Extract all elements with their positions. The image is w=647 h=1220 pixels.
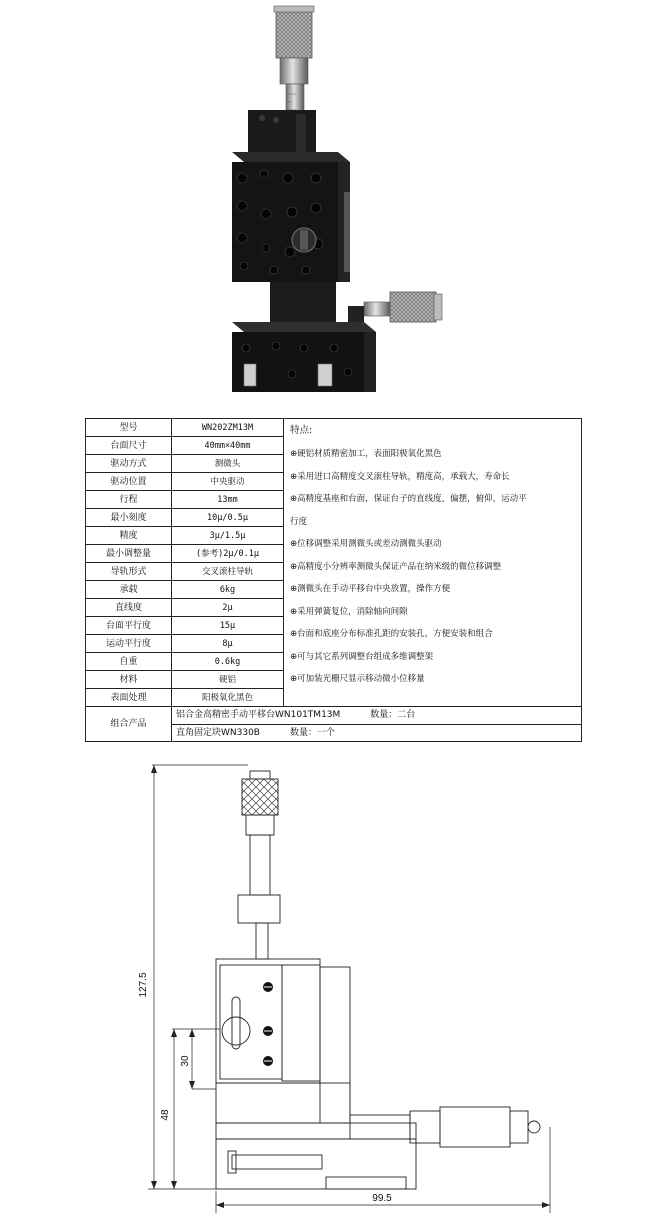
spec-value: 阳极氧化黑色 [172,689,284,707]
product-photo [188,2,458,402]
spec-label: 台面尺寸 [86,437,172,455]
spec-value: 40mm×40mm [172,437,284,455]
technical-drawing [120,755,580,1215]
combination-label: 组合产品 [86,707,172,742]
spec-table [85,418,582,742]
spec-value: 15μ [172,617,284,635]
spec-label: 导轨形式 [86,563,172,581]
feature-item: ⊕测微头在手动平移台中央放置，操作方便 [290,584,451,594]
spec-value: 6kg [172,581,284,599]
spec-value: 13mm [172,491,284,509]
spec-label: 运动平行度 [86,635,172,653]
feature-item: ⊕高精度基座和台面，保证台子的直线度，偏摆，俯仰，运动平 [290,494,527,504]
spec-value: 2μ [172,599,284,617]
spec-value: 8μ [172,635,284,653]
combination-item [172,707,582,725]
spec-value: 中央驱动 [172,473,284,491]
spec-value: 3μ/1.5μ [172,527,284,545]
dim-48-label: 48 [160,1109,171,1121]
features-title: 特点: [290,425,313,436]
combination-product: 铝合金高精密手动平移台WN101TM13M [176,710,341,721]
feature-item: ⊕采用弹簧复位，消除轴向间隙 [290,606,408,617]
spec-label: 表面处理 [86,689,172,707]
spec-value: 交叉滚柱导轨 [172,563,284,581]
spec-value: 测微头 [172,455,284,473]
dim-width-label: 99.5 [372,1193,392,1204]
feature-item: ⊕台面和底座分布标准孔距的安装孔，方便安装和组合 [290,629,493,639]
spec-label: 自重 [86,653,172,671]
spec-label: 承载 [86,581,172,599]
combination-product: 直角固定块WN330B [176,727,260,738]
spec-label: 台面平行度 [86,617,172,635]
feature-item: ⊕位移调整采用测微头或差动测微头驱动 [290,539,442,549]
features-cell [284,419,582,707]
spec-value: 0.6kg [172,653,284,671]
spec-value: 硬铝 [172,671,284,689]
feature-item: 行度 [290,516,308,527]
feature-item: ⊕采用进口高精度交叉滚柱导轨，精度高，承载大，寿命长 [290,471,510,482]
feature-item: ⊕可加装光栅尺显示移动微小位移量 [290,674,425,684]
spec-value: (参考)2μ/0.1μ [172,545,284,563]
spec-label: 驱动方式 [86,455,172,473]
spec-label: 行程 [86,491,172,509]
feature-item: ⊕硬铝材质精密加工，表面阳极氧化黑色 [290,449,442,459]
combination-qty: 数量：一个 [289,727,335,738]
spec-label: 精度 [86,527,172,545]
dim-30-label: 30 [180,1055,191,1067]
spec-label: 直线度 [86,599,172,617]
spec-label: 型号 [86,419,172,437]
feature-item: ⊕高精度小分辨率测微头保证产品在纳米级的微位移调整 [290,561,502,572]
table-row [86,707,582,725]
spec-value: WN202ZM13M [172,419,284,437]
combination-qty: 数量：二台 [370,710,416,721]
spec-label: 最小调整量 [86,545,172,563]
spec-value: 10μ/0.5μ [172,509,284,527]
spec-label: 最小刻度 [86,509,172,527]
feature-item: ⊕可与其它系列调整台组成多维调整架 [290,651,434,662]
dim-height-label: 127.5 [138,972,149,998]
table-row [86,419,582,437]
combination-item [172,724,582,742]
spec-label: 驱动位置 [86,473,172,491]
spec-label: 材料 [86,671,172,689]
